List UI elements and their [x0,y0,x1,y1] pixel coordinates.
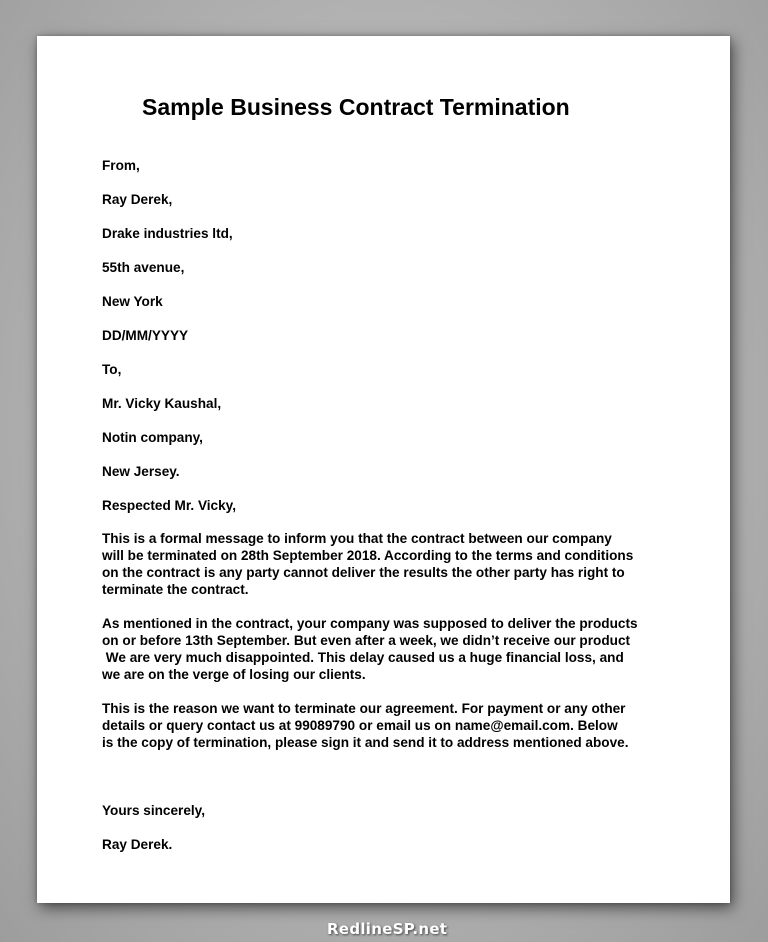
salutation: Respected Mr. Vicky, [102,498,236,513]
document-title: Sample Business Contract Termination [142,94,570,120]
paragraph-line: This is the reason we want to terminate our agreement. For payment or any other [102,701,626,716]
paragraph-line: on the contract is any party cannot deliver the results the other party has right to [102,565,625,580]
site-watermark: RedlineSP.net [327,920,448,938]
letter-date: DD/MM/YYYY [102,328,189,343]
signature: Ray Derek. [102,837,173,852]
from-label: From, [102,158,140,173]
paragraph-line: details or query contact us at 99089790 or email us on name@email.com. Below [102,718,618,733]
paragraph-line: This is a formal message to inform you that the contract between our company [102,531,612,546]
recipient-name: Mr. Vicky Kaushal, [102,396,222,411]
sender-city: New York [102,294,163,309]
paragraph-line: on or before 13th September. But even after a week, we didn’t receive our product [102,633,631,648]
body-paragraph-2 [102,615,638,683]
paragraph-line: we are on the verge of losing our clients. [102,667,366,682]
closing: Yours sincerely, [102,803,206,818]
paragraph-line: As mentioned in the contract, your company was supposed to deliver the products [102,616,638,631]
letter-page [37,36,730,903]
paragraph-line: will be terminated on 28th September 2018. According to the terms and conditions [102,548,634,563]
paragraph-line: terminate the contract. [102,582,249,597]
recipient-state: New Jersey. [102,464,180,479]
body-paragraph-3 [102,700,628,751]
recipient-company: Notin company, [102,430,203,445]
sender-name: Ray Derek, [102,192,173,207]
body-paragraph-1 [102,530,633,598]
sender-street: 55th avenue, [102,260,185,275]
sender-company: Drake industries ltd, [102,226,233,241]
to-label: To, [102,362,122,377]
paragraph-line: We are very much disappointed. This delay caused us a huge financial loss, and [102,650,624,665]
paragraph-line: is the copy of termination, please sign it and send it to address mentioned above. [102,735,629,750]
